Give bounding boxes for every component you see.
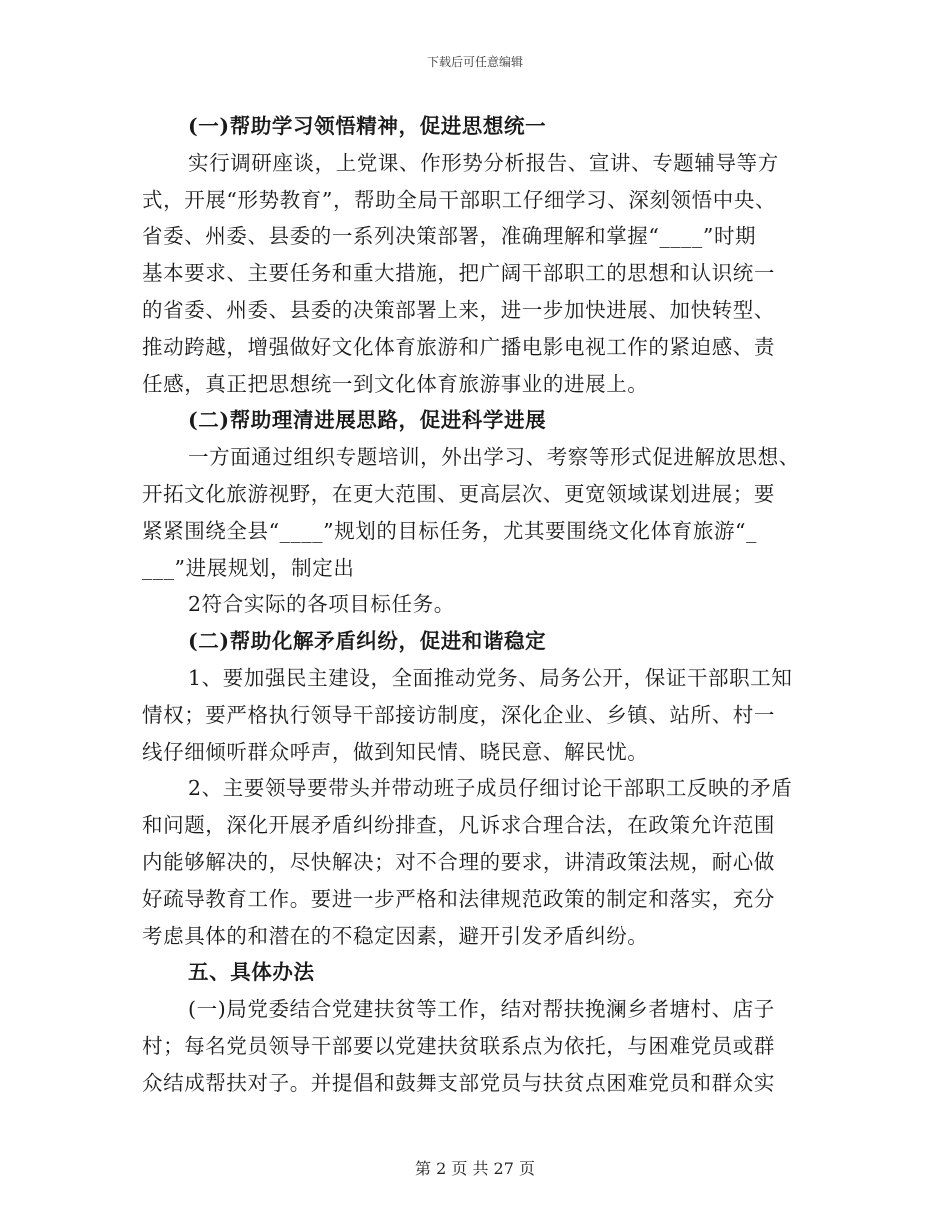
paragraph-line: 好疏导教育工作。要进一步严格和法律规范政策的制定和落实，充分	[142, 886, 775, 911]
paragraph-line: 紧紧围绕全县“____”规划的目标任务，尤其要围绕文化体育旅游“_	[142, 518, 757, 543]
page-header: 下载后可任意编辑	[426, 55, 523, 69]
section-heading: (一)帮助学习领悟精神，促进思想统一	[188, 114, 547, 138]
paragraph-line: 式，开展“形势教育”，帮助全局干部职工仔细学习、深刻领悟中央、	[142, 187, 777, 212]
paragraph-line: 开拓文化旅游视野，在更大范围、更高层次、更宽领域谋划进展；要	[142, 481, 775, 506]
paragraph-line: 2符合实际的各项目标任务。	[188, 592, 455, 617]
paragraph-line: ___”进展规划，制定出	[142, 555, 355, 580]
paragraph-line: 2、主要领导要带头并带动班子成员仔细讨论干部职工反映的矛盾	[188, 776, 793, 801]
paragraph-line: 任感，真正把思想统一到文化体育旅游事业的进展上。	[142, 371, 649, 396]
paragraph-line: 一方面通过组织专题培训，外出学习、考察等形式促进解放思想、	[188, 445, 800, 470]
paragraph-line: 的省委、州委、县委的决策部署上来，进一步加快进展、加快转型、	[142, 297, 775, 322]
paragraph-line: 考虑具体的和潜在的不稳定因素，避开引发矛盾纠纷。	[142, 923, 649, 948]
section-heading: 五、具体办法	[188, 960, 315, 985]
paragraph-line: 1、要加强民主建设，全面推动党务、局务公开，保证干部职工知	[188, 665, 793, 690]
paragraph-line: 村；每名党员领导干部要以党建扶贫联系点为依托，与困难党员或群	[142, 1033, 775, 1058]
paragraph-line: 内能够解决的，尽快解决；对不合理的要求，讲清政策法规，耐心做	[142, 849, 775, 874]
document-body	[142, 108, 810, 1102]
paragraph-line: 情权；要严格执行领导干部接访制度，深化企业、乡镇、站所、村一	[142, 702, 775, 727]
paragraph-line: 众结成帮扶对子。并提倡和鼓舞支部党员与扶贫点困难党员和群众实	[142, 1070, 775, 1095]
paragraph-line: 基本要求、主要任务和重大措施，把广阔干部职工的思想和认识统一	[142, 261, 775, 286]
paragraph-line: 线仔细倾听群众呼声，做到知民情、晓民意、解民忧。	[142, 739, 649, 764]
page-footer: 第 2 页 共 27 页	[415, 1159, 535, 1178]
paragraph-line: (一)局党委结合党建扶贫等工作，结对帮扶挽澜乡者塘村、店子	[188, 997, 775, 1022]
paragraph-line: 实行调研座谈，上党课、作形势分析报告、宣讲、专题辅导等方	[188, 150, 779, 175]
paragraph-line: 和问题，深化开展矛盾纠纷排查，凡诉求合理合法，在政策允许范围	[142, 813, 775, 838]
paragraph-line: 省委、州委、县委的一系列决策部署，准确理解和掌握“____”时期	[142, 224, 757, 249]
section-heading: (二)帮助化解矛盾纠纷，促进和谐稳定	[188, 629, 547, 654]
paragraph-line: 推动跨越，增强做好文化体育旅游和广播电影电视工作的紧迫感、责	[142, 334, 775, 359]
section-heading: (二)帮助理清进展思路，促进科学进展	[188, 408, 547, 433]
